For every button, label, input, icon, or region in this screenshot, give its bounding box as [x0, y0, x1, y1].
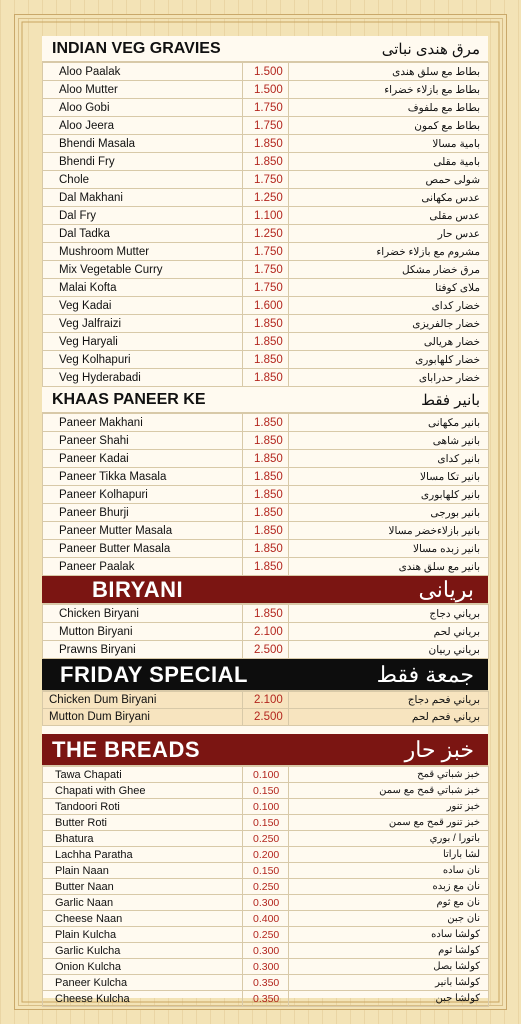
item-arabic-name: ملاى كوفتا — [289, 279, 489, 297]
item-price: 1.850 — [243, 468, 289, 486]
item-arabic-name: بانير مع سلق هندى — [289, 558, 489, 576]
item-price: 1.250 — [243, 225, 289, 243]
item-name: Veg Haryali — [43, 333, 243, 351]
item-arabic-name: بامية مسالا — [289, 135, 489, 153]
item-name: Cheese Naan — [43, 911, 243, 927]
section-title-en: KHAAS PANEER KE — [52, 390, 206, 408]
menu-row — [43, 815, 489, 831]
menu-row — [43, 81, 489, 99]
item-name: Garlic Naan — [43, 895, 243, 911]
item-name: Lachha Paratha — [43, 847, 243, 863]
menu-row — [43, 943, 489, 959]
item-price: 2.500 — [243, 641, 289, 659]
item-name: Paneer Tikka Masala — [43, 468, 243, 486]
menu-row — [43, 558, 489, 576]
menu-row — [43, 135, 489, 153]
menu-row — [43, 504, 489, 522]
item-arabic-name: خضار كلهابورى — [289, 351, 489, 369]
item-arabic-name: خبز شباتي قمح — [289, 767, 489, 783]
item-price: 1.500 — [243, 63, 289, 81]
item-arabic-name: بانير مكهانى — [289, 414, 489, 432]
item-arabic-name: برياني فحم لحم — [289, 709, 489, 726]
item-price: 1.600 — [243, 297, 289, 315]
menu-row — [43, 207, 489, 225]
item-price: 1.850 — [243, 135, 289, 153]
item-name: Chapati with Ghee — [43, 783, 243, 799]
menu-sheet — [42, 36, 488, 1005]
item-arabic-name: بطاط مع بازلاء خضراء — [289, 81, 489, 99]
menu-row — [43, 959, 489, 975]
menu-row — [43, 623, 489, 641]
section-title-en: BIRYANI — [92, 576, 184, 602]
item-arabic-name: عدس مقلى — [289, 207, 489, 225]
item-name: Paneer Kolhapuri — [43, 486, 243, 504]
menu-row — [43, 975, 489, 991]
item-price: 1.850 — [243, 369, 289, 387]
section-title-ar: مرق هندى نباتى — [381, 40, 480, 58]
item-name: Chicken Biryani — [43, 605, 243, 623]
menu-row — [43, 863, 489, 879]
item-name: Tawa Chapati — [43, 767, 243, 783]
item-arabic-name: لشا باراتا — [289, 847, 489, 863]
item-price: 1.850 — [243, 450, 289, 468]
menu-table-paneer — [42, 413, 489, 576]
item-arabic-name: بانير شاهى — [289, 432, 489, 450]
item-arabic-name: بانير زبده مسالا — [289, 540, 489, 558]
item-price: 1.750 — [243, 279, 289, 297]
item-name: Butter Roti — [43, 815, 243, 831]
item-name: Paneer Bhurji — [43, 504, 243, 522]
item-name: Paneer Paalak — [43, 558, 243, 576]
menu-table-biryani — [42, 604, 489, 659]
item-arabic-name: نان ساده — [289, 863, 489, 879]
item-name: Bhatura — [43, 831, 243, 847]
menu-row — [43, 692, 489, 709]
item-arabic-name: خضار حدراباى — [289, 369, 489, 387]
item-price: 1.850 — [243, 315, 289, 333]
item-name: Onion Kulcha — [43, 959, 243, 975]
item-arabic-name: برياني دجاج — [289, 605, 489, 623]
item-arabic-name: مشروم مع بازلاء خضراء — [289, 243, 489, 261]
item-name: Aloo Jeera — [43, 117, 243, 135]
item-name: Paneer Kulcha — [43, 975, 243, 991]
menu-row — [43, 450, 489, 468]
item-name: Tandoori Roti — [43, 799, 243, 815]
item-arabic-name: نان جبن — [289, 911, 489, 927]
item-name: Prawns Biryani — [43, 641, 243, 659]
item-name: Veg Jalfraizi — [43, 315, 243, 333]
menu-row — [43, 783, 489, 799]
menu-row — [43, 927, 489, 943]
item-price: 1.850 — [243, 540, 289, 558]
menu-row — [43, 117, 489, 135]
item-price: 1.750 — [243, 99, 289, 117]
item-arabic-name: كولشا ثوم — [289, 943, 489, 959]
item-price: 0.350 — [243, 975, 289, 991]
section-title-ar: بريانى — [418, 576, 474, 602]
item-price: 2.100 — [243, 692, 289, 709]
item-name: Veg Hyderabadi — [43, 369, 243, 387]
item-price: 2.100 — [243, 623, 289, 641]
item-arabic-name: عدس مكهانى — [289, 189, 489, 207]
item-name: Butter Naan — [43, 879, 243, 895]
section-title-ar: بانير فقط — [421, 391, 480, 409]
item-price: 0.150 — [243, 863, 289, 879]
item-name: Garlic Kulcha — [43, 943, 243, 959]
item-name: Cheese Kulcha — [43, 991, 243, 1007]
section-header-veg-gravies — [42, 36, 488, 62]
item-price: 0.300 — [243, 959, 289, 975]
item-price: 0.300 — [243, 943, 289, 959]
item-name: Paneer Butter Masala — [43, 540, 243, 558]
item-arabic-name: برياني فحم دجاج — [289, 692, 489, 709]
item-price: 0.100 — [243, 767, 289, 783]
item-price: 0.400 — [243, 911, 289, 927]
item-name: Mix Vegetable Curry — [43, 261, 243, 279]
item-price: 1.850 — [243, 432, 289, 450]
section-header-friday-special — [42, 659, 488, 691]
item-price: 0.250 — [243, 927, 289, 943]
item-name: Aloo Mutter — [43, 81, 243, 99]
item-price: 1.250 — [243, 189, 289, 207]
item-arabic-name: كولشا جبن — [289, 991, 489, 1007]
item-arabic-name: كولشا بصل — [289, 959, 489, 975]
item-price: 1.100 — [243, 207, 289, 225]
item-name: Dal Makhani — [43, 189, 243, 207]
menu-row — [43, 895, 489, 911]
menu-row — [43, 369, 489, 387]
section-header-biryani — [42, 576, 488, 604]
item-arabic-name: بطاط مع سلق هندى — [289, 63, 489, 81]
menu-row — [43, 315, 489, 333]
item-price: 1.850 — [243, 558, 289, 576]
menu-row — [43, 243, 489, 261]
menu-row — [43, 641, 489, 659]
item-price: 1.850 — [243, 333, 289, 351]
menu-row — [43, 99, 489, 117]
item-arabic-name: بامية مقلى — [289, 153, 489, 171]
item-arabic-name: خضار كداى — [289, 297, 489, 315]
item-arabic-name: بانير تكا مسالا — [289, 468, 489, 486]
menu-row — [43, 333, 489, 351]
menu-row — [43, 709, 489, 726]
item-price: 0.150 — [243, 815, 289, 831]
item-name: Dal Tadka — [43, 225, 243, 243]
item-name: Veg Kadai — [43, 297, 243, 315]
item-arabic-name: خضار هريالى — [289, 333, 489, 351]
item-arabic-name: كولشا ساده — [289, 927, 489, 943]
menu-row — [43, 767, 489, 783]
item-name: Mushroom Mutter — [43, 243, 243, 261]
item-arabic-name: خبز تنور — [289, 799, 489, 815]
menu-table-veg-gravies — [42, 62, 489, 387]
item-name: Plain Naan — [43, 863, 243, 879]
menu-row — [43, 540, 489, 558]
menu-table-breads — [42, 766, 489, 1007]
item-name: Paneer Mutter Masala — [43, 522, 243, 540]
menu-row — [43, 261, 489, 279]
item-name: Malai Kofta — [43, 279, 243, 297]
item-arabic-name: خبز شباتي قمح مع سمن — [289, 783, 489, 799]
item-arabic-name: بانير كداى — [289, 450, 489, 468]
item-name: Mutton Biryani — [43, 623, 243, 641]
item-arabic-name: بانير كلهابورى — [289, 486, 489, 504]
menu-row — [43, 605, 489, 623]
item-name: Veg Kolhapuri — [43, 351, 243, 369]
section-title-en: INDIAN VEG GRAVIES — [52, 39, 221, 57]
menu-row — [43, 879, 489, 895]
item-price: 0.350 — [243, 991, 289, 1007]
item-price: 1.750 — [243, 171, 289, 189]
item-price: 1.850 — [243, 153, 289, 171]
item-arabic-name: عدس حار — [289, 225, 489, 243]
section-title-ar: خبز حار — [404, 736, 474, 762]
item-arabic-name: بطاط مع كمون — [289, 117, 489, 135]
item-name: Bhendi Fry — [43, 153, 243, 171]
item-name: Plain Kulcha — [43, 927, 243, 943]
item-arabic-name: خضار جالفريزى — [289, 315, 489, 333]
item-name: Paneer Kadai — [43, 450, 243, 468]
item-name: Chicken Dum Biryani — [43, 692, 243, 709]
section-title-en: THE BREADS — [52, 736, 201, 762]
item-name: Aloo Gobi — [43, 99, 243, 117]
menu-row — [43, 468, 489, 486]
item-name: Dal Fry — [43, 207, 243, 225]
item-price: 0.200 — [243, 847, 289, 863]
item-price: 1.850 — [243, 522, 289, 540]
item-arabic-name: باتورا / بوري — [289, 831, 489, 847]
item-arabic-name: برياني لحم — [289, 623, 489, 641]
item-price: 2.500 — [243, 709, 289, 726]
menu-row — [43, 63, 489, 81]
menu-row — [43, 486, 489, 504]
item-price: 0.150 — [243, 783, 289, 799]
item-price: 0.100 — [243, 799, 289, 815]
menu-row — [43, 153, 489, 171]
menu-row — [43, 847, 489, 863]
menu-row — [43, 911, 489, 927]
item-price: 1.750 — [243, 261, 289, 279]
item-arabic-name: نان مع ثوم — [289, 895, 489, 911]
item-price: 1.850 — [243, 605, 289, 623]
item-arabic-name: بطاط مع ملفوف — [289, 99, 489, 117]
menu-row — [43, 414, 489, 432]
menu-table-friday-special — [42, 691, 489, 726]
item-name: Mutton Dum Biryani — [43, 709, 243, 726]
item-price: 1.850 — [243, 414, 289, 432]
section-title-en: FRIDAY SPECIAL — [60, 661, 248, 687]
menu-row — [43, 432, 489, 450]
item-arabic-name: كولشا بانير — [289, 975, 489, 991]
item-price: 1.500 — [243, 81, 289, 99]
menu-row — [43, 522, 489, 540]
menu-row — [43, 171, 489, 189]
item-name: Bhendi Masala — [43, 135, 243, 153]
menu-row — [43, 351, 489, 369]
item-arabic-name: نان مع زبده — [289, 879, 489, 895]
spacer — [42, 726, 488, 734]
menu-row — [43, 189, 489, 207]
item-arabic-name: مرق خضار مشكل — [289, 261, 489, 279]
item-arabic-name: خبز تنور قمح مع سمن — [289, 815, 489, 831]
item-arabic-name: شولى حمص — [289, 171, 489, 189]
menu-row — [43, 991, 489, 1007]
menu-row — [43, 279, 489, 297]
item-price: 0.250 — [243, 831, 289, 847]
item-price: 1.850 — [243, 504, 289, 522]
item-price: 1.750 — [243, 117, 289, 135]
menu-row — [43, 831, 489, 847]
item-arabic-name: بانير بازلاءخضر مسالا — [289, 522, 489, 540]
item-name: Aloo Paalak — [43, 63, 243, 81]
item-price: 0.300 — [243, 895, 289, 911]
section-header-breads — [42, 734, 488, 766]
item-name: Paneer Makhani — [43, 414, 243, 432]
menu-row — [43, 225, 489, 243]
section-title-ar: جمعة فقط — [376, 661, 474, 687]
section-header-paneer — [42, 387, 488, 413]
item-name: Paneer Shahi — [43, 432, 243, 450]
item-name: Chole — [43, 171, 243, 189]
menu-row — [43, 799, 489, 815]
item-arabic-name: بانير بورجى — [289, 504, 489, 522]
item-price: 1.850 — [243, 486, 289, 504]
item-arabic-name: برياني ربيان — [289, 641, 489, 659]
item-price: 0.250 — [243, 879, 289, 895]
item-price: 1.850 — [243, 351, 289, 369]
menu-row — [43, 297, 489, 315]
item-price: 1.750 — [243, 243, 289, 261]
